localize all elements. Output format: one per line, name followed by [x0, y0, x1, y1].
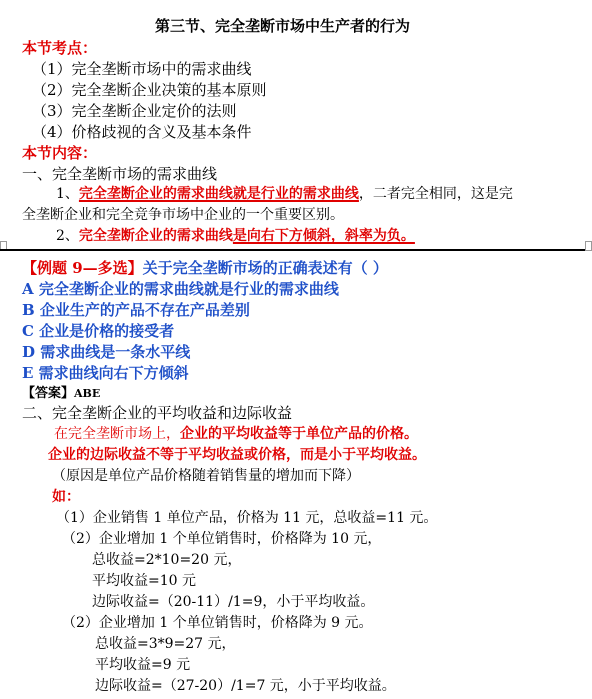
- option-a: A 完全垄断企业的需求曲线就是行业的需求曲线: [22, 280, 339, 298]
- example-question-text: 关于完全垄断市场的正确表述有（ ）: [142, 259, 388, 277]
- key-points-heading: 本节考点：: [22, 39, 98, 57]
- p1-rest: ，二者完全相同，这是完: [358, 186, 513, 202]
- p1-highlight: 完全垄断企业的需求曲线就是行业的需求曲线: [78, 186, 359, 202]
- part1-heading: 一、完全垄断市场的需求曲线: [22, 165, 218, 183]
- part1-paragraph2: [56, 226, 415, 246]
- example-step-3-average: 平均收益=9 元: [95, 657, 191, 673]
- example-step-3-total: 总收益=3*9=27 元，: [95, 636, 236, 652]
- part2-line2: 企业的边际收益不等于平均收益或价格，而是小于平均收益。: [48, 447, 426, 463]
- option-b: B 企业生产的产品不存在产品差别: [22, 301, 250, 319]
- part2-line1-a: 在完全垄断市场上，: [54, 426, 180, 442]
- p2-prefix: 2、: [56, 228, 79, 244]
- part2-line1: [54, 424, 418, 444]
- answer-label: 【答案】: [22, 386, 75, 401]
- example-tag: 【例题 9—多选】: [22, 259, 143, 277]
- part2-heading: 二、完全垄断企业的平均收益和边际收益: [22, 404, 293, 422]
- key-point-item: （1）完全垄断市场中的需求曲线: [32, 60, 252, 78]
- content-heading: 本节内容：: [22, 144, 98, 162]
- example-step-2: （2）企业增加 1 个单位销售时，价格降为 10 元，: [62, 531, 382, 547]
- example-question: [22, 258, 388, 278]
- key-point-item: （3）完全垄断企业定价的法则: [32, 102, 237, 120]
- option-e: E 需求曲线向右下方倾斜: [22, 364, 189, 382]
- example-label: 如：: [52, 489, 80, 505]
- part1-paragraph1: [56, 184, 513, 204]
- key-point-item: （2）完全垄断企业决策的基本原则: [32, 81, 267, 99]
- answer: [22, 382, 100, 404]
- part1-paragraph1-line2: 全垄断企业和完全竞争市场中企业的一个重要区别。: [22, 207, 344, 223]
- section-title: 第三节、完全垄断市场中生产者的行为: [155, 17, 411, 35]
- p2-highlight-a: 完全垄断企业的需求曲线: [78, 228, 233, 244]
- example-step-2-marginal: 边际收益=（20-11）/1=9，小于平均收益。: [92, 594, 375, 610]
- part2-line1-b: 企业的平均收益等于单位产品的价格。: [180, 426, 418, 442]
- example-step-3: （2）企业增加 1 个单位销售时，价格降为 9 元。: [62, 615, 373, 631]
- part2-line3: （原因是单位产品价格随着销售量的增加而下降）: [52, 468, 360, 484]
- p1-prefix: 1、: [56, 186, 79, 202]
- p2-highlight-b: 是向右下方倾斜，斜率为负。: [232, 228, 415, 244]
- example-step-3-marginal: 边际收益=（27-20）/1=7 元，小于平均收益。: [95, 678, 396, 694]
- key-point-item: （4）价格歧视的含义及基本条件: [32, 123, 252, 141]
- option-c: C 企业是价格的接受者: [22, 322, 175, 340]
- answer-value: ABE: [74, 387, 101, 400]
- page-break-divider: [0, 249, 592, 251]
- example-step-1: （1）企业销售 1 单位产品，价格为 11 元，总收益=11 元。: [56, 510, 438, 526]
- page-break-marker-right: [585, 241, 592, 251]
- option-d: D 需求曲线是一条水平线: [22, 343, 191, 361]
- example-step-2-total: 总收益=2*10=20 元，: [92, 552, 242, 568]
- example-step-2-average: 平均收益=10 元: [92, 573, 196, 589]
